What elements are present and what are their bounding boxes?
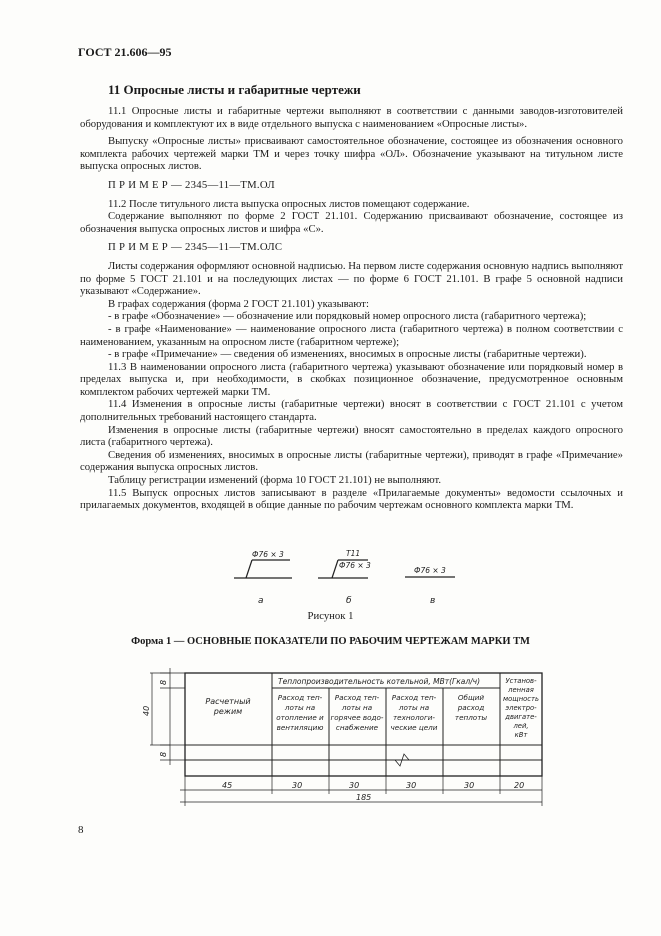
form-header-line: Расход теп- [277, 693, 323, 702]
form-header-line: мощность [503, 695, 539, 703]
dim-total: 185 [356, 793, 372, 802]
form-header-line: Общий [457, 693, 485, 702]
form-header-line: вентиляцию [276, 723, 324, 732]
paragraph: 11.1 Опросные листы и габаритные чертежи выполняют в соответствии с данными заводов-изготовителей оборудования и комплектуют их в виде отдельного выпуска с наименованием «Опросные листы». [80, 105, 623, 130]
form-header-line: Установ- [505, 677, 537, 685]
form-header-line: горячее водо- [330, 713, 384, 722]
dim-width-5: 30 [464, 781, 475, 790]
paragraph: В графах содержания (форма 2 ГОСТ 21.101) указывают: [108, 297, 369, 310]
paragraph: Таблицу регистрации изменений (форма 10 ГОСТ 21.101) не выполняют. [108, 474, 442, 487]
document-header: ГОСТ 21.606—95 [78, 45, 172, 59]
form-header-line: Расход теп- [391, 693, 437, 702]
form-header-line: ленная [508, 686, 534, 694]
figure-b-top: Т11 [346, 549, 361, 558]
dim-width-4: 30 [406, 781, 417, 790]
dim-width-1: 45 [222, 781, 233, 790]
form-column-total [455, 693, 487, 722]
figure-caption: Рисунок 1 [307, 610, 354, 622]
section-title: 11 Опросные листы и габаритные чертежи [108, 82, 361, 97]
dim-width-2: 30 [292, 781, 303, 790]
paragraph: 11.4 Изменения в опросные листы (габаритные чертежи) вносят в соответствии с ГОСТ 21.101 с учетом дополнительных требований настоящего стандарта. [80, 398, 623, 424]
form-header-line: лей, [513, 722, 529, 730]
figure-b-label: Ф76 × 3 [339, 561, 371, 570]
paragraph: Выпуску «Опросные листы» присваивают самостоятельное обозначение, состоящее из обозначения основного комплекта рабочих чертежей марки ТМ и через точку шифра «ОЛ». Обозначение указывают на титульном листе выпуска опросных листов. [80, 135, 623, 173]
form-header-line: ческие цели [390, 723, 438, 732]
paragraph: - в графе «Примечание» — сведения об изменениях, вносимых в опросные листы (габаритные чертежи). [108, 348, 587, 361]
form-title: Форма 1 — ОСНОВНЫЕ ПОКАЗАТЕЛИ ПО РАБОЧИМ ЧЕРТЕЖАМ МАРКИ ТМ [131, 636, 530, 647]
dim-width-6: 20 [514, 781, 525, 790]
dim-height-top: 8 [159, 679, 168, 685]
form-header-line: снабжение [335, 723, 379, 732]
form-header-line: Расход теп- [334, 693, 380, 702]
form-header-line: двигате- [505, 713, 537, 721]
paragraph: П Р И М Е Р — 2345—11—ТМ.ОЛС [108, 241, 283, 254]
dim-height-bottom: 8 [159, 751, 168, 757]
paragraph: Содержание выполняют по форме 2 ГОСТ 21.101. Содержанию присваивают обозначение, состоящее из обозначения выпуска опросных листов и шифра «С». [80, 210, 623, 235]
paragraph: Изменения в опросные листы (габаритные чертежи) вносят самостоятельно в пределах каждого опросного листа (габаритного чертежа). [80, 423, 623, 449]
form-header-line: теплоты [454, 713, 488, 722]
form-header-line: электро- [505, 704, 537, 712]
form-column-process [391, 693, 438, 732]
form-1-drawing [0, 660, 661, 820]
figure-v-label: Ф76 × 3 [414, 566, 446, 575]
form-group-header: Теплопроизводительность котельной, МВт(Гкал/ч) [278, 677, 480, 686]
paragraph: 11.5 Выпуск опросных листов записывают в разделе «Прилагаемые документы» ведомости ссылочных и прилагаемых документов, входящей в общие данные по рабочим чертежам основного комплекта марки ТМ. [80, 486, 623, 512]
form-header-line: лоты на [398, 703, 430, 712]
figure-letter-a: а [258, 596, 264, 606]
form-column-motor-power [503, 677, 539, 739]
form-header-line: расход [457, 703, 485, 712]
figure-letter-v: в [430, 596, 436, 606]
paragraph: Сведения об изменениях, вносимых в опросные листы (габаритные чертежи), приводят в графе «Примечание» содержания выпуска опросных листов. [80, 448, 623, 474]
form-header-line: режим [213, 707, 243, 716]
paragraph: - в графе «Обозначение» — обозначение или порядковый номер опросного листа (габаритного чертежа); [108, 310, 587, 323]
figure-letter-b: б [346, 596, 352, 606]
form-header-line: лоты на [341, 703, 373, 712]
paragraph: П Р И М Е Р — 2345—11—ТМ.ОЛ [108, 178, 275, 191]
form-header-line: лоты на [284, 703, 316, 712]
form-header-line: Расчетный [205, 697, 251, 706]
figure-a-label: Ф76 × 3 [252, 550, 284, 559]
dim-width-3: 30 [349, 781, 360, 790]
paragraph: 11.3 В наименовании опросного листа (габаритного чертежа) указывают обозначение или порядковый номер в пределах выпуска и, при необходимости, в скобках позиционное обозначение, предусмотренное основным комплектом рабочих чертежей марки ТМ. [80, 360, 623, 398]
paragraph: Листы содержания оформляют основной надписью. На первом листе содержания основную надпись выполняют по форме 5 ГОСТ 21.101 и на последующих листах — по форме 6 ГОСТ 21.101. В графе 5 основной надписи указывают «Содержание». [80, 259, 623, 298]
paragraph: - в графе «Наименование» — наименование опросного листа (габаритного чертежа) в полном соответствии с наименованием, указанным на опросном листе (габаритном чертеже); [80, 322, 623, 348]
paragraph: 11.2 После титульного листа выпуска опросных листов помещают содержание. [108, 197, 470, 210]
form-header-line: технологи- [393, 713, 435, 722]
dim-height-total: 40 [142, 705, 151, 716]
form-column-heating [276, 693, 324, 732]
form-column-calc-mode [205, 697, 250, 716]
page-number: 8 [78, 824, 84, 836]
form-header-line: отопление и [276, 713, 324, 722]
form-column-hot-water [330, 693, 383, 732]
body-text [80, 100, 623, 512]
form-header-line: кВт [514, 731, 528, 739]
